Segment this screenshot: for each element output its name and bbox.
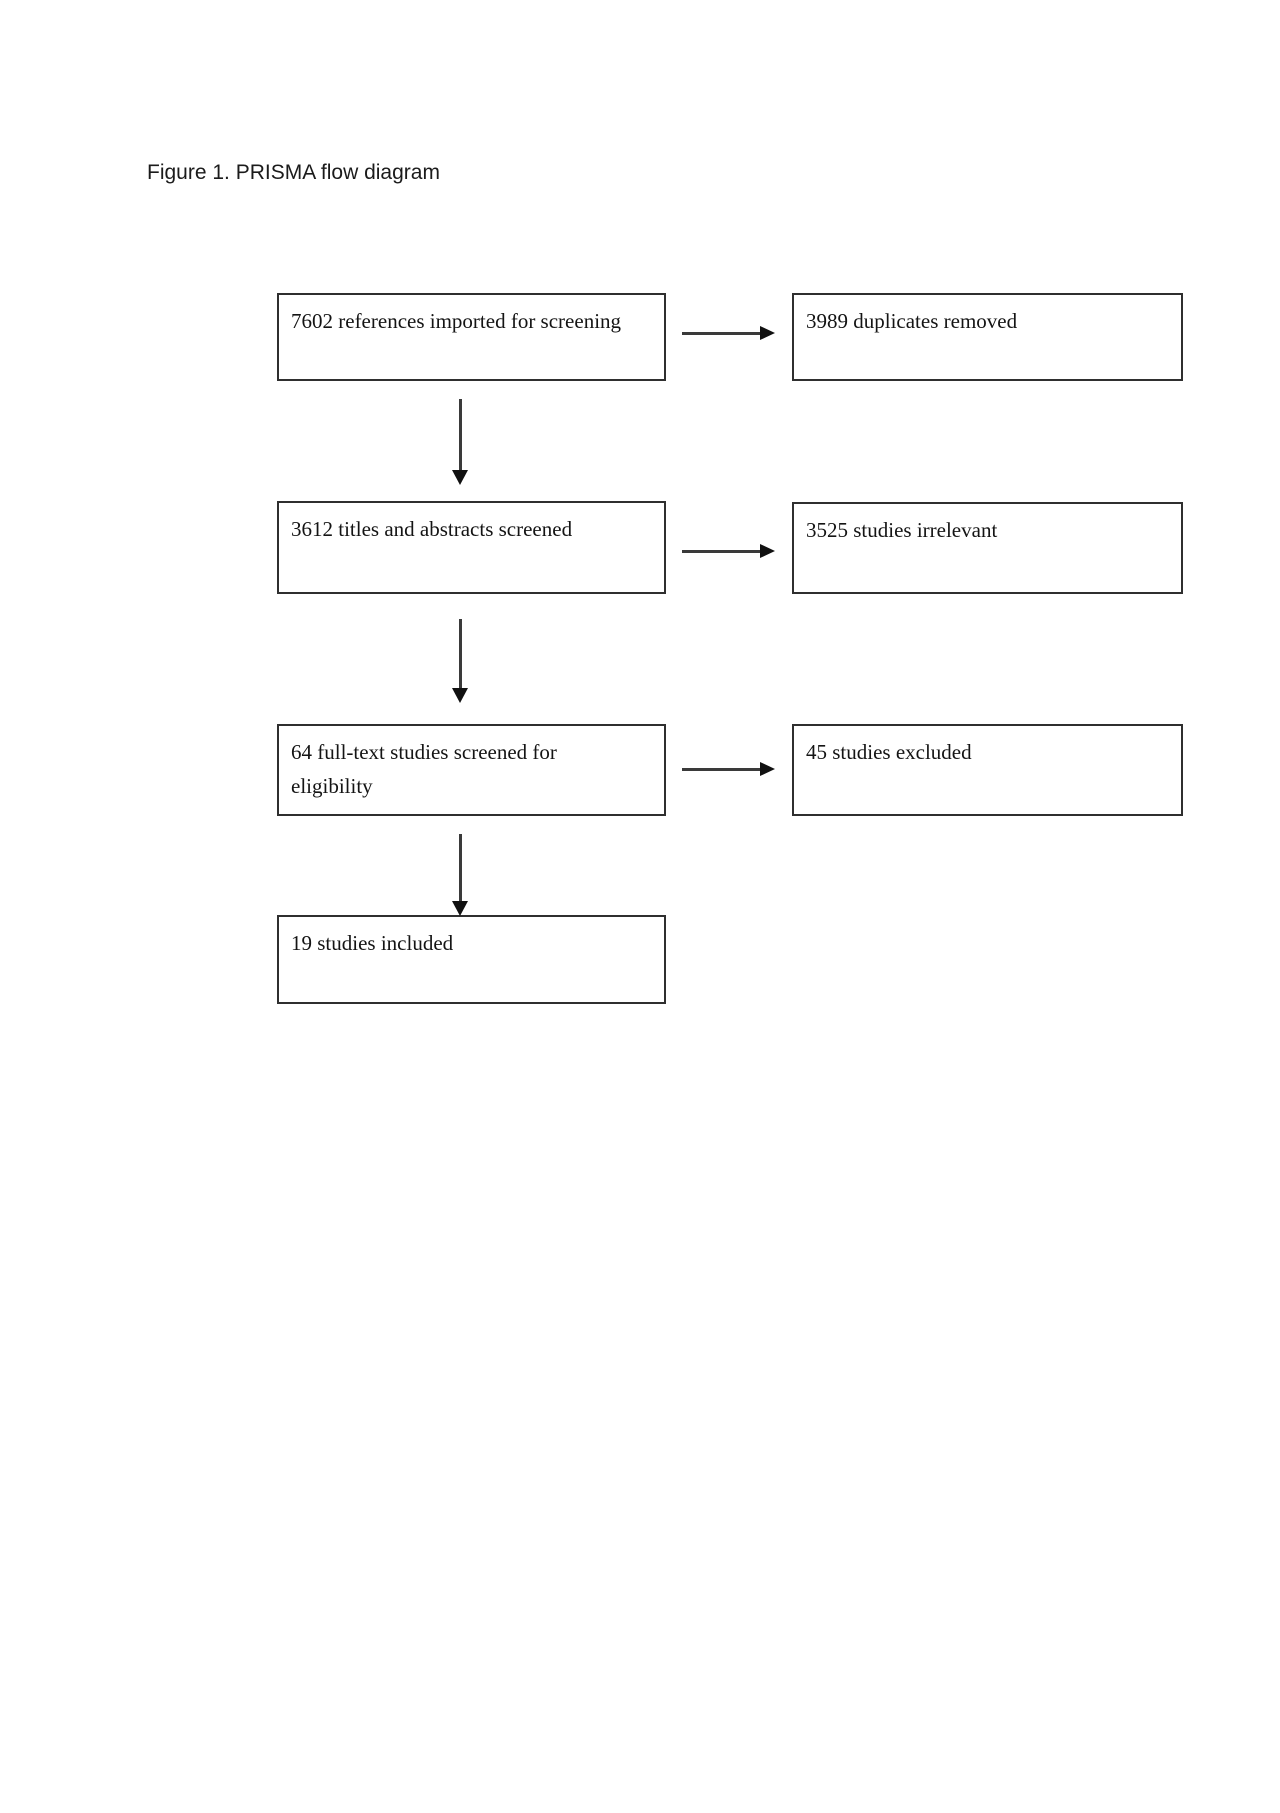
arrowhead-right-icon [760, 762, 775, 776]
node-label: 7602 references imported for screening [291, 309, 622, 333]
arrow-fulltext-to-included [452, 834, 469, 916]
arrow-screened-to-irrelevant [682, 544, 775, 558]
node-label: 3612 titles and abstracts screened [291, 517, 573, 541]
arrow-stem [682, 768, 762, 771]
node-label: 3989 duplicates removed [806, 309, 1018, 333]
arrow-imported-to-screened [452, 399, 469, 485]
node-references-imported [277, 293, 666, 381]
node-studies-included [277, 915, 666, 1004]
node-label: 45 studies excluded [806, 740, 972, 764]
arrowhead-down-icon [452, 688, 468, 703]
arrow-stem [682, 550, 762, 553]
arrow-stem [459, 399, 462, 471]
arrow-stem [459, 834, 462, 902]
arrowhead-down-icon [452, 470, 468, 485]
arrow-fulltext-to-excluded [682, 762, 775, 776]
arrow-stem [459, 619, 462, 689]
node-fulltext-screened [277, 724, 666, 816]
arrowhead-right-icon [760, 326, 775, 340]
arrow-imported-to-duplicates [682, 326, 775, 340]
node-label: 19 studies included [291, 931, 454, 955]
node-studies-excluded [792, 724, 1183, 816]
node-titles-abstracts-screened [277, 501, 666, 594]
arrow-stem [682, 332, 762, 335]
node-label: 64 full-text studies screened for eligibility [291, 740, 557, 798]
figure-caption: Figure 1. PRISMA flow diagram [147, 161, 440, 184]
arrowhead-down-icon [452, 901, 468, 916]
node-label: 3525 studies irrelevant [806, 518, 998, 542]
node-duplicates-removed [792, 293, 1183, 381]
node-studies-irrelevant [792, 502, 1183, 594]
arrow-screened-to-fulltext [452, 619, 469, 703]
arrowhead-right-icon [760, 544, 775, 558]
